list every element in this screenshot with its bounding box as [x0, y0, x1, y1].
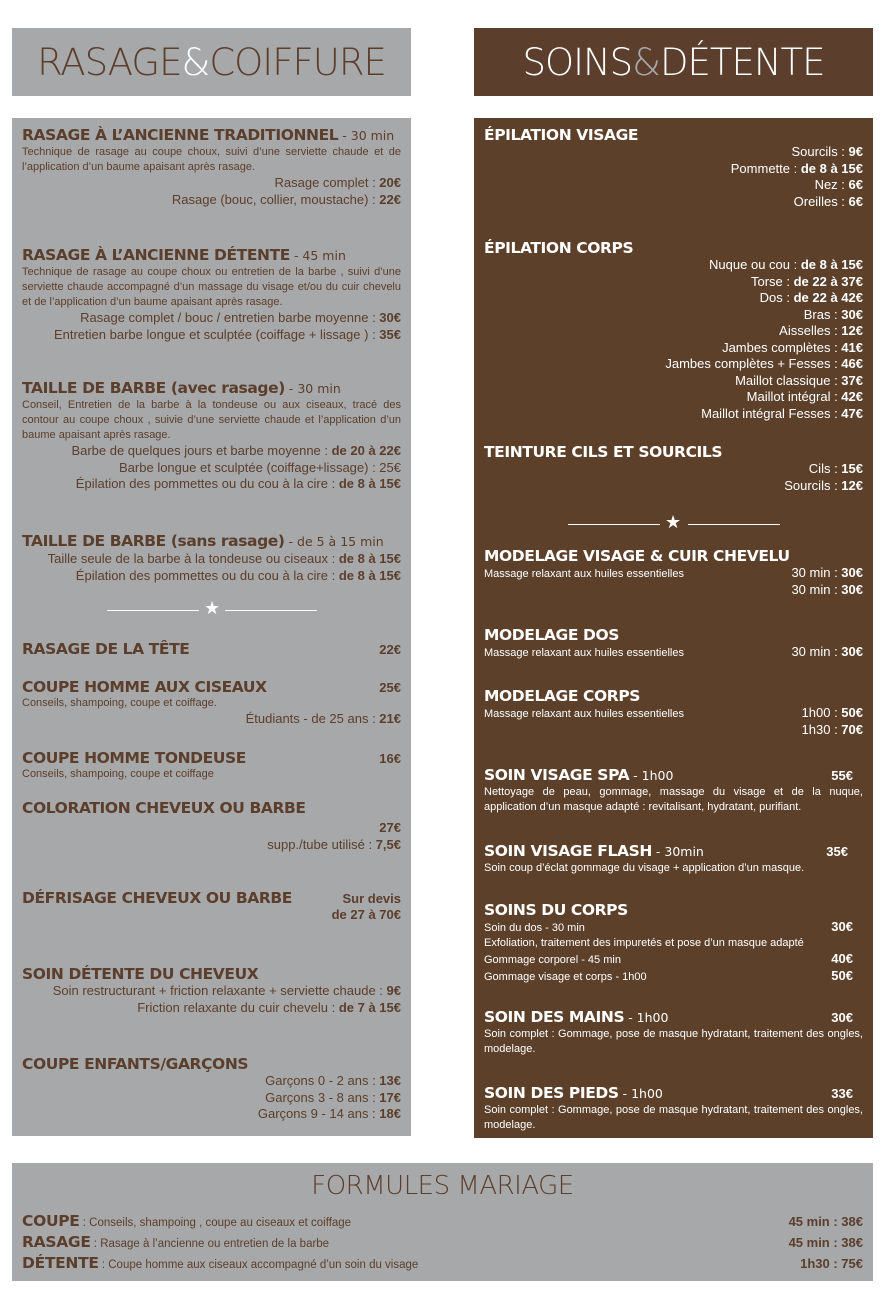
service-description: Technique de rasage au coupe choux ou entretien de la barbe , suivi d’une serviette chaude accompagné d’un massage du visage et/ou du cuir chevelu et de l’application d’un baume apaisant après rasage.: [22, 266, 401, 308]
price-line: supp./tube utilisé : 7,5€: [267, 836, 401, 852]
star-icon: ★: [204, 598, 221, 618]
formule-price: 1h30 : 75€: [800, 1256, 863, 1271]
service-description: Nettoyage de peau, gommage, massage du visage et de la nuque, application d’un masque adapté : revitalisant, hydratant, purifiant.: [484, 786, 863, 813]
service-item: Exfoliation, traitement des impuretés et pose d’un masque adapté: [484, 937, 804, 949]
service-title: COLORATION CHEVEUX OU BARBE: [22, 799, 306, 817]
service-soin-visage-flash: [484, 842, 863, 876]
star-divider: [107, 598, 317, 618]
service-title: TEINTURE CILS ET SOURCILS: [484, 443, 723, 461]
formule-row: [22, 1212, 863, 1231]
service-price: 55€: [831, 768, 853, 783]
service-price: 25€: [379, 680, 401, 695]
service-taille-barbe-sans-rasage: [22, 532, 401, 584]
service-soin-mains: [484, 1008, 863, 1057]
service-title: RASAGE À L’ANCIENNE DÉTENTE: [22, 246, 290, 264]
service-title: COUPE ENFANTS/GARÇONS: [22, 1055, 249, 1073]
service-modelage-dos: [484, 626, 863, 661]
price-line: Barbe de quelques jours et barbe moyenne : de 20 à 22€: [71, 443, 401, 458]
price-line: 30 min : 30€: [791, 565, 863, 580]
service-description: Massage relaxant aux huiles essentielles: [484, 647, 684, 659]
service-title: SOIN DES MAINS: [484, 1008, 625, 1026]
service-title: MODELAGE VISAGE & CUIR CHEVELU: [484, 547, 790, 565]
formule-name: RASAGE: [22, 1233, 91, 1251]
service-title: ÉPILATION VISAGE: [484, 126, 639, 144]
price-line: Taille seule de la barbe à la tondeuse ou ciseaux : de 8 à 15€: [47, 551, 401, 566]
service-title: DÉFRISAGE CHEVEUX OU BARBE: [22, 889, 292, 907]
price-line: Entretien barbe longue et sculptée (coiffage + lissage ) : 35€: [53, 326, 401, 342]
banner-text-2: DÉTENTE: [660, 40, 825, 84]
formule-price: 45 min : 38€: [788, 1214, 863, 1229]
service-title: SOIN DES PIEDS: [484, 1084, 619, 1102]
price-line: Cils : 15€: [808, 461, 863, 476]
service-description: Conseil, Entretien de la barbe à la tondeuse ou aux ciseaux, tracé des contour au coupe choux , suivie d’une serviette chaude et l’application d’un baume apaisant après rasage.: [22, 399, 401, 441]
price-line: Garçons 3 - 8 ans : 17€: [265, 1089, 401, 1105]
service-title: MODELAGE CORPS: [484, 687, 641, 705]
service-price: 50€: [831, 968, 853, 983]
formule-price: 45 min : 38€: [788, 1235, 863, 1250]
service-modelage-visage: [484, 547, 863, 599]
service-duration: - 30min: [651, 844, 704, 859]
rasage-coiffure-panel: [12, 118, 411, 1136]
service-price: 40€: [831, 951, 853, 966]
service-duration: - de 5 à 15 min: [284, 534, 384, 549]
service-soins-corps: [484, 901, 863, 985]
service-price: 35€: [826, 844, 848, 859]
service-description: Massage relaxant aux huiles essentielles: [484, 568, 684, 580]
price-line: Dos : de 22 à 42€: [759, 290, 863, 305]
service-title: SOIN VISAGE SPA: [484, 766, 630, 784]
service-teinture-cils: [484, 443, 863, 494]
service-soin-visage-spa: [484, 766, 863, 815]
service-defrisage: [22, 889, 401, 924]
price-line: Aisselles : 12€: [779, 323, 863, 338]
price-line: Sourcils : 9€: [791, 144, 863, 159]
service-price: 33€: [831, 1086, 853, 1101]
service-description: Technique de rasage au coupe choux, suivi d’une serviette chaude et de l’application d’un baume apaisant après rasage.: [22, 146, 401, 173]
service-duration: - 1h00: [629, 768, 674, 783]
service-soin-pieds: [484, 1084, 863, 1133]
service-item: Gommage visage et corps - 1h00: [484, 971, 647, 983]
star-divider: [568, 512, 780, 532]
service-duration: - 30 min: [284, 381, 341, 396]
price-line: Épilation des pommettes ou du cou à la cire : de 8 à 15€: [75, 567, 401, 583]
service-soin-detente-cheveux: [22, 965, 401, 1016]
banner-ampersand: &: [181, 40, 210, 84]
service-coupe-tondeuse: [22, 749, 401, 782]
price-line: Friction relaxante du cuir chevelu : de 7 à 15€: [137, 999, 401, 1015]
formule-description: : Rasage à l’ancienne ou entretien de la barbe: [90, 1238, 330, 1250]
service-title: MODELAGE DOS: [484, 626, 620, 644]
price-line: Torse : de 22 à 37€: [750, 273, 863, 289]
price-line: Jambes complètes + Fesses : 46€: [665, 356, 863, 371]
service-title: COUPE HOMME TONDEUSE: [22, 749, 246, 767]
price-line: Rasage (bouc, collier, moustache) : 22€: [171, 191, 401, 207]
service-duration: - 1h00: [624, 1010, 669, 1025]
service-description: Conseils, shampoing, coupe et coiffage.: [22, 697, 217, 709]
service-duration: - 1h00: [618, 1086, 663, 1101]
service-price: 30€: [831, 919, 853, 934]
banner-text-1: SOINS: [522, 40, 633, 84]
service-title: ÉPILATION CORPS: [484, 239, 634, 257]
price-line: 1h00 : 50€: [801, 705, 863, 720]
service-title: SOIN VISAGE FLASH: [484, 842, 652, 860]
service-title: TAILLE DE BARBE (sans rasage): [22, 532, 285, 550]
service-coupe-enfants: [22, 1055, 401, 1123]
service-title: COUPE HOMME AUX CISEAUX: [22, 678, 267, 696]
service-coloration: [22, 799, 401, 853]
price-line: Maillot classique : 37€: [735, 372, 863, 388]
formule-row: [22, 1254, 863, 1273]
service-epilation-visage: [484, 126, 863, 210]
formule-name: DÉTENTE: [22, 1254, 99, 1272]
service-item: Gommage corporel - 45 min: [484, 954, 621, 966]
price-line: Garçons 9 - 14 ans : 18€: [257, 1106, 401, 1121]
star-icon: ★: [665, 512, 682, 532]
service-title: SOIN DÉTENTE DU CHEVEUX: [22, 965, 259, 983]
price-line: 30 min : 30€: [791, 582, 863, 597]
formules-mariage-panel: [12, 1163, 873, 1281]
service-price: Sur devis: [342, 891, 401, 906]
service-rasage-traditionnel: [22, 126, 401, 208]
price-line: 1h30 : 70€: [801, 722, 863, 737]
price-line: Épilation des pommettes ou du cou à la cire : de 8 à 15€: [75, 476, 401, 491]
service-duration: - 45 min: [289, 248, 346, 263]
price-line: Jambes complètes : 41€: [722, 339, 863, 355]
price-line: Garçons 0 - 2 ans : 13€: [265, 1073, 401, 1088]
service-price: 22€: [379, 642, 401, 657]
price-line: 30 min : 30€: [791, 644, 863, 659]
price-line: Soin restructurant + friction relaxante + serviette chaude : 9€: [52, 983, 401, 998]
price-line: Oreilles : 6€: [793, 193, 863, 209]
service-item: Soin du dos - 30 min: [484, 922, 585, 934]
price-line: Rasage complet / bouc / entretien barbe moyenne : 30€: [80, 310, 401, 325]
service-rasage-tete: [22, 640, 401, 658]
formule-name: COUPE: [22, 1212, 80, 1230]
price-line: Maillot intégral : 42€: [746, 389, 863, 404]
banner-text-1: RASAGE: [37, 40, 182, 84]
price-line: de 27 à 70€: [331, 907, 401, 922]
formule-description: : Conseils, shampoing , coupe au ciseaux et coiffage: [79, 1217, 352, 1229]
price-line: Bras : 30€: [803, 306, 863, 322]
service-taille-barbe-avec-rasage: [22, 379, 401, 493]
service-description: Soin complet : Gommage, pose de masque hydratant, traitement des ongles, modelage.: [484, 1104, 863, 1131]
price-line: Nez : 6€: [814, 177, 863, 192]
banner-text-2: COIFFURE: [209, 40, 386, 84]
service-title: TAILLE DE BARBE (avec rasage): [22, 379, 285, 397]
price-line: Étudiants - de 25 ans : 21€: [245, 711, 401, 726]
formule-row: [22, 1233, 863, 1252]
soins-detente-banner: [474, 28, 873, 96]
price-line: Rasage complet : 20€: [274, 175, 401, 190]
service-title: RASAGE DE LA TÊTE: [22, 640, 190, 658]
banner-ampersand: &: [632, 40, 661, 84]
service-price: 16€: [379, 751, 401, 766]
service-description: Soin complet : Gommage, pose de masque hydratant, traitement des ongles, modelage.: [484, 1028, 863, 1055]
formule-description: : Coupe homme aux ciseaux accompagné d’un soin du visage: [98, 1259, 419, 1271]
service-title: SOINS DU CORPS: [484, 901, 628, 919]
price-line: Pommette : de 8 à 15€: [730, 160, 863, 176]
price-line: Sourcils : 12€: [784, 477, 863, 493]
rasage-coiffure-banner: [12, 28, 411, 96]
formules-mariage-title: FORMULES MARIAGE: [311, 1171, 574, 1201]
service-duration: - 30 min: [338, 128, 395, 143]
service-description: Massage relaxant aux huiles essentielles: [484, 708, 684, 720]
service-price: 30€: [831, 1010, 853, 1025]
price-line: Maillot intégral Fesses : 47€: [701, 405, 863, 421]
service-description: Soin coup d’éclat gommage du visage + application d’un masque.: [484, 862, 805, 874]
soins-detente-panel: [474, 118, 873, 1138]
service-modelage-corps: [484, 687, 863, 739]
service-title: RASAGE À L’ANCIENNE TRADITIONNEL: [22, 126, 339, 144]
service-epilation-corps: [484, 239, 863, 422]
service-coupe-ciseaux: [22, 678, 401, 728]
service-rasage-detente: [22, 246, 401, 343]
price-line: Barbe longue et sculptée (coiffage+lissage) : 25€: [119, 459, 401, 475]
price-line: Nuque ou cou : de 8 à 15€: [709, 257, 863, 272]
service-description: Conseils, shampoing, coupe et coiffage: [22, 768, 214, 780]
price-line: 27€: [379, 820, 401, 835]
